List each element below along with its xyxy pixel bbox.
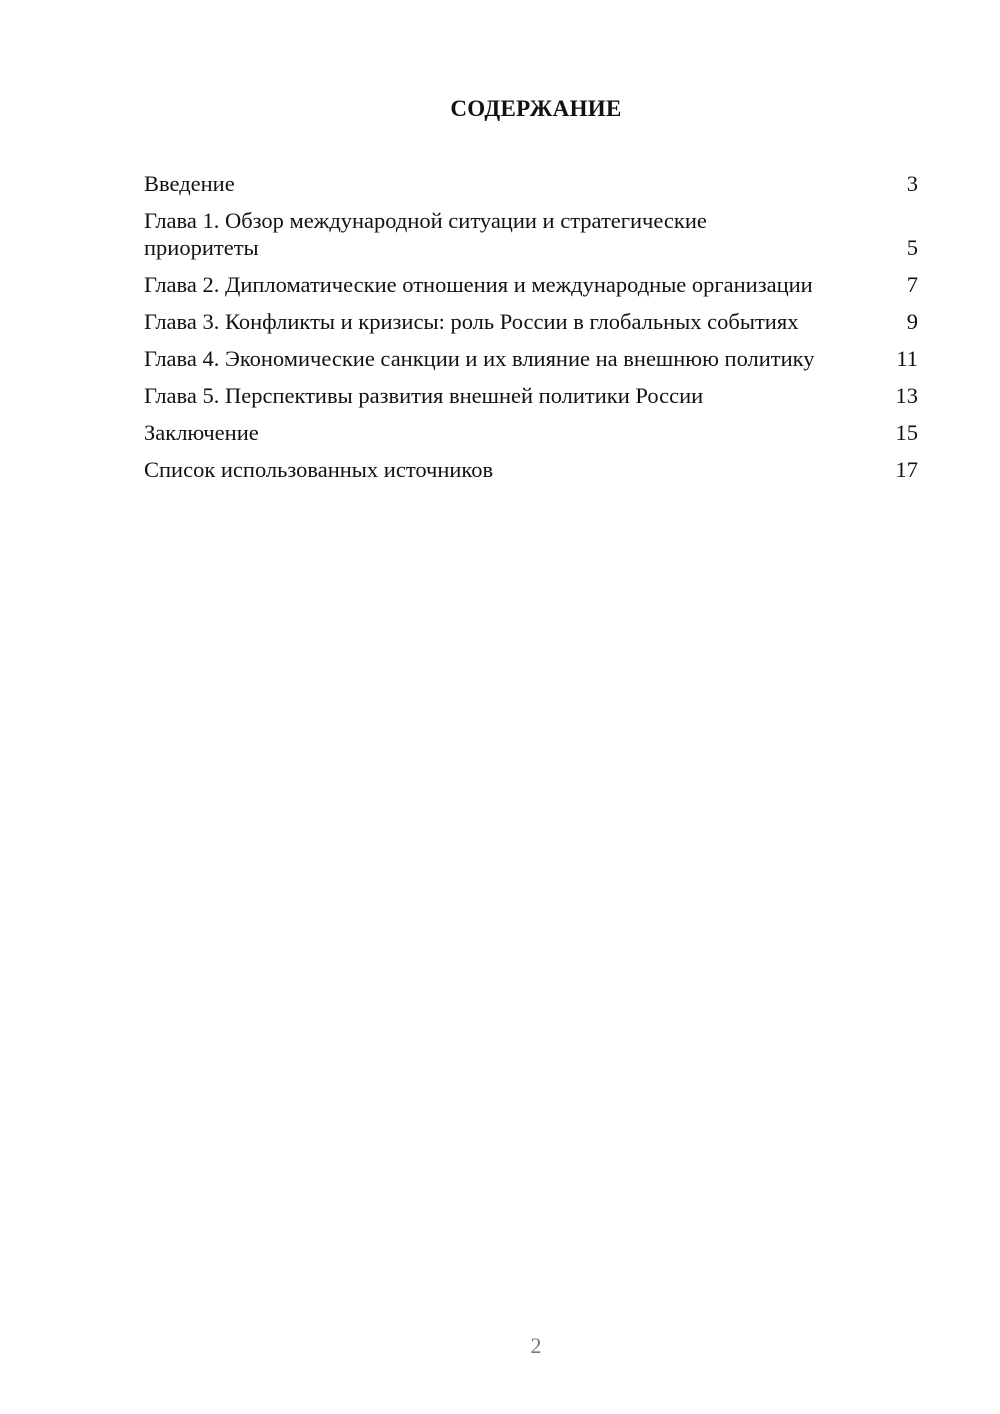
toc-entry-page: 9 <box>906 309 918 334</box>
toc-entry-title: Глава 1. Обзор международной ситуации и стратегические приоритеты <box>144 208 707 260</box>
toc-entry-page: 3 <box>906 171 918 196</box>
page-title: СОДЕРЖАНИЕ <box>450 96 622 121</box>
toc-entry-page: 17 <box>895 457 918 482</box>
toc-entry-title: Введение <box>144 171 235 196</box>
toc-entry-title: Заключение <box>144 420 259 445</box>
toc-entry-title: Список использованных источников <box>144 457 494 482</box>
toc-entry-page: 11 <box>896 346 918 371</box>
toc-entry-page: 15 <box>895 420 918 445</box>
toc-entry-chapter-1 <box>144 207 918 261</box>
toc-entry-title: Глава 3. Конфликты и кризисы: роль России в глобальных событиях <box>144 309 799 334</box>
table-of-contents <box>144 170 918 493</box>
toc-entry-conclusion <box>144 419 918 446</box>
toc-entry-page: 13 <box>895 383 918 408</box>
toc-entry-title: Глава 5. Перспективы развития внешней политики России <box>144 383 704 408</box>
page-number: 2 <box>530 1333 542 1358</box>
toc-entry-page: 7 <box>906 272 918 297</box>
toc-entry-chapter-3 <box>144 308 918 335</box>
toc-entry-chapter-2 <box>144 271 918 298</box>
toc-entry-chapter-5 <box>144 382 918 409</box>
toc-entry-references <box>144 456 918 483</box>
toc-entry-title: Глава 4. Экономические санкции и их влияние на внешнюю политику <box>144 346 815 371</box>
toc-entry-title: Глава 2. Дипломатические отношения и международные организации <box>144 272 813 297</box>
toc-entry-chapter-4 <box>144 345 918 372</box>
toc-entry-page: 5 <box>906 235 918 260</box>
toc-entry-introduction <box>144 170 918 197</box>
